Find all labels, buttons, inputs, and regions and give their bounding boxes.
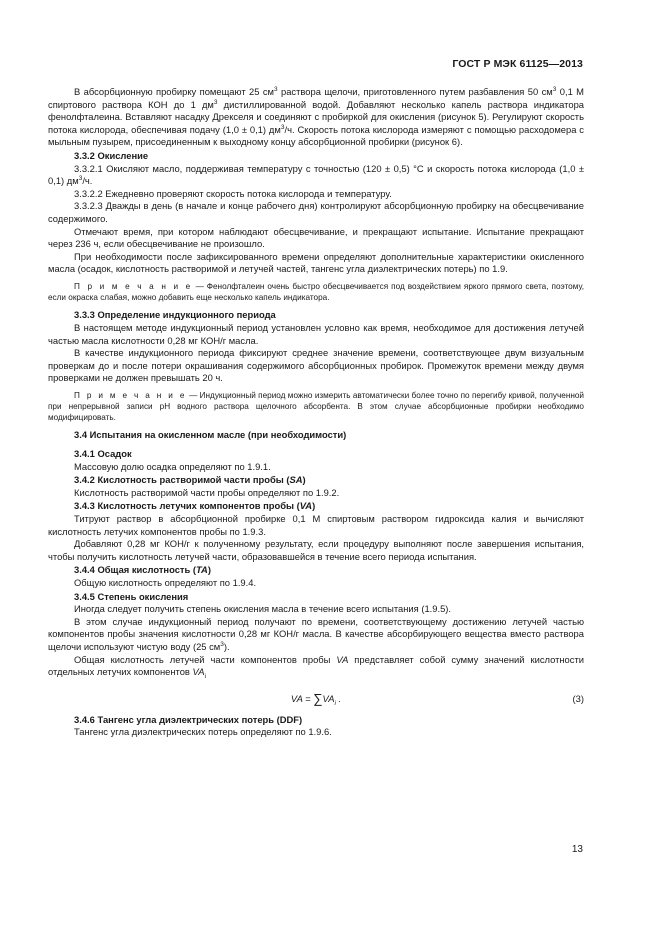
paragraph: Кислотность растворимой части пробы определяют по 1.9.2. (74, 486, 340, 498)
paragraph: В этом случае индукционный период получают по времени, соответствующему достижению летучей частью компонентов пробы значения кислотности 0,28 мг КОН/г масла. В качестве абсорбирующего вещества вместо раствора щелочи используют чистую воду (25 $см^3$). (48, 615, 584, 652)
section-heading-3-3-2: 3.3.2 Окисление (74, 149, 149, 161)
paragraph: При необходимости после зафиксированного времени определяют дополнительные характеристики окисленного масла (осадок, кислотность растворимой и летучей частей, тангенс угла диэлектрических потерь) по 1.9. (48, 250, 584, 275)
paragraph: Массовую долю осадка определяют по 1.9.1. (74, 460, 271, 472)
note: П р и м е ч а н и е — Индукционный период можно измерить автоматически более точно по перегибу кривой, полученной при непрерывной записи рН водного раствора щелочного абсорбента. В этом случае абсорбционные пробирки необходимо модифицировать. (48, 390, 584, 423)
section-heading-3-4: 3.4 Испытания на окисленном масле (при необходимости) (74, 429, 347, 441)
note: П р и м е ч а н и е — Фенолфталеин очень быстро обесцвечивается под воздействием яркого прямого света, поэтому, если окраска слабая, можно добавить еще несколько капель индикатора. (48, 281, 584, 303)
document-body (48, 86, 584, 739)
paragraph: Добавляют 0,28 мг КОН/г к полученному результату, если процедуру выполняют после завершения испытания, чтобы получить кислотность летучей части, образовавшейся в течение всего периода испытания. (48, 538, 584, 562)
paragraph: В абсорбционную пробирку помещают 25 $см^3$ раствора щелочи, приготовленного путем разбавления 50 $см^3$ 0,1 М спиртового раствора КОН до 1 $дм^3$ дистиллированной водой. Добавляют несколько капель раствора индикатора фенолфталеина. Вставляют насадку Дрекселя и соединяют с пробиркой для окисления (рисунок 5). Регулируют скорость потока кислорода, обеспечивая подачу (1,0 ± 0,1) $дм^3/ч$. Скорость потока кислорода измеряют с помощью расходомера с мыльным пузырем, присоединенным к выходному концу абсорбционной пробирки (рисунок 6). (48, 86, 585, 148)
section-heading-3-4-4: 3.4.4 Общая кислотность (TA) (74, 564, 211, 576)
paragraph: 3.3.2.1 Окисляют масло, поддерживая температуру с точностью (120 ± 0,5) °С и скорость потока кислорода (1,0 ± 0,1) $дм^3/ч$. (48, 162, 584, 187)
paragraph: Общая кислотность летучей части компонентов пробы VA представляет собой сумму значений кислотности отдельных летучих компонентов $VA_i$ (48, 653, 584, 681)
section-heading-3-4-6: 3.4.6 Тангенс угла диэлектрических потерь (DDF) (74, 713, 303, 725)
formula-3: VA = $\sum VA_i$ . (3) (48, 686, 584, 712)
section-heading-3-4-5: 3.4.5 Степень окисления (74, 590, 189, 602)
paragraph: Тангенс угла диэлектрических потерь определяют по 1.9.6. (74, 726, 332, 738)
section-heading-3-4-1: 3.4.1 Осадок (74, 448, 132, 460)
document-header: ГОСТ Р МЭК 61125—2013 (452, 58, 583, 70)
paragraph: Иногда следует получить степень окисления масла в течение всего испытания (1.9.5). (74, 603, 452, 615)
paragraph: 3.3.2.2 Ежедневно проверяют скорость потока кислорода и температуру. (74, 187, 392, 199)
formula-number: (3) (572, 692, 584, 704)
paragraph: В настоящем методе индукционный период установлен условно как время, необходимое для достижения летучей частью масла кислотности 0,28 мг КОН/г масла. (48, 321, 584, 346)
paragraph: 3.3.2.3 Дважды в день (в начале и конце рабочего дня) контролируют абсорбционную пробирку на обесцвечивание содержимого. (48, 200, 584, 224)
section-heading-3-4-2: 3.4.2 Кислотность растворимой части пробы (SA) (74, 474, 306, 486)
paragraph: Общую кислотность определяют по 1.9.4. (74, 577, 257, 589)
page-number: 13 (571, 844, 583, 855)
section-heading-3-4-3: 3.4.3 Кислотность летучих компонентов пробы (VA) (74, 500, 316, 512)
section-heading-3-3-3: 3.3.3 Определение индукционного периода (74, 309, 276, 321)
paragraph: Отмечают время, при котором наблюдают обесцвечивание, и прекращают испытание. Испытание прекращают через 236 ч, если обесцвечивание не произошло. (48, 225, 584, 250)
paragraph: Титруют раствор в абсорбционной пробирке 0,1 М спиртовым раствором гидроксида калия и вычисляют кислотность летучих компонентов пробы по 1.9.3. (48, 513, 584, 537)
sum-symbol: ∑ (313, 690, 323, 706)
paragraph: В качестве индукционного периода фиксируют среднее значение времени, соответствующее двум визуальным проверкам до и после потери окрашивания содержимого абсорбционных пробирок. Промежуток времени между двумя проверками не должен превышать 20 ч. (48, 347, 584, 384)
